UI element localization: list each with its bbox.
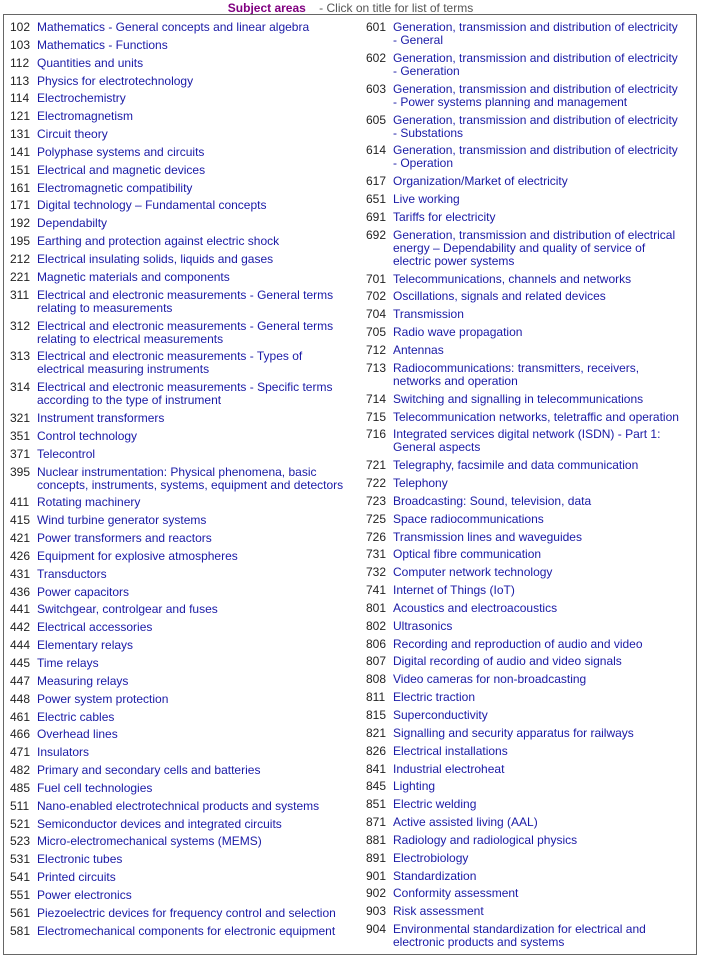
subject-area-item <box>366 144 688 170</box>
subject-area-link[interactable]: Transductors <box>37 566 107 581</box>
subject-area-link[interactable]: Superconductivity <box>393 708 488 722</box>
subject-area-link[interactable]: Printed circuits <box>37 870 116 885</box>
subject-area-link[interactable]: Telephony <box>393 476 448 491</box>
subject-area-code: 171 <box>10 198 31 213</box>
subject-area-code: 692 <box>366 227 387 242</box>
subject-area-code: 903 <box>366 904 387 919</box>
subject-area-link[interactable]: Computer network technology <box>393 565 553 580</box>
subject-area-item <box>366 923 688 949</box>
subject-areas-header <box>0 1 701 15</box>
subject-area-code: 151 <box>10 162 31 177</box>
subject-area-code: 521 <box>10 816 31 831</box>
subject-area-link[interactable]: Electric welding <box>393 797 477 812</box>
subject-area-code: 902 <box>366 886 387 901</box>
subject-area-link[interactable]: Switchgear, controlgear and fuses <box>37 602 218 617</box>
subject-area-item <box>366 362 688 388</box>
subject-area-item <box>10 693 350 706</box>
subject-area-link[interactable]: Power system protection <box>37 691 169 706</box>
subject-area-code: 112 <box>10 55 30 70</box>
subject-area-item <box>366 411 688 424</box>
subject-area-item <box>10 289 350 315</box>
subject-area-link[interactable]: Recording and reproduction of audio and video <box>393 636 643 651</box>
subject-area-item <box>10 586 350 599</box>
subject-area-link[interactable]: Nano-enabled electrotechnical products and systems <box>37 798 320 813</box>
subject-area-code: 561 <box>10 905 31 920</box>
subject-area-link[interactable]: Radio wave propagation <box>393 325 523 340</box>
subject-area-code: 617 <box>366 174 387 189</box>
subject-area-item <box>366 495 688 508</box>
subject-area-link[interactable]: Video cameras for non-broadcasting <box>393 672 587 687</box>
subject-area-code: 113 <box>10 73 30 88</box>
subject-area-code: 121 <box>10 109 31 124</box>
subject-area-link[interactable]: Electric traction <box>393 690 476 705</box>
subject-area-code: 826 <box>366 743 387 758</box>
subject-area-item <box>366 83 688 109</box>
subject-area-item <box>10 657 350 670</box>
subject-area-code: 741 <box>366 583 387 598</box>
subject-area-code: 426 <box>10 548 31 563</box>
subject-area-link[interactable]: Electrical installations <box>393 743 508 758</box>
subject-area-code: 651 <box>366 192 387 207</box>
subject-area-link[interactable]: Polyphase systems and circuits <box>37 144 205 159</box>
subject-area-link[interactable]: Standardization <box>393 868 477 883</box>
subject-area-code: 716 <box>366 427 387 442</box>
subject-area-item <box>366 816 688 829</box>
subject-area-item <box>10 271 350 284</box>
subject-area-item <box>10 39 350 52</box>
subject-area-link[interactable]: Antennas <box>393 342 444 357</box>
subject-area-item <box>10 835 350 848</box>
subject-area-code: 102 <box>10 20 31 34</box>
subject-area-code: 511 <box>10 798 30 813</box>
subject-area-code: 312 <box>10 318 31 333</box>
subject-area-code: 551 <box>10 887 31 902</box>
subject-area-link[interactable]: Mathematics - Functions <box>37 37 168 52</box>
subject-area-item <box>366 548 688 561</box>
subject-area-item <box>366 193 688 206</box>
subject-area-link[interactable]: Space radiocommunications <box>393 511 544 526</box>
subject-area-code: 421 <box>10 531 31 546</box>
subject-area-item <box>366 566 688 579</box>
subject-area-item <box>10 853 350 866</box>
subject-area-link[interactable]: Telecontrol <box>37 446 96 461</box>
subject-area-item <box>366 428 688 454</box>
subject-area-link[interactable]: Oscillations, signals and related devices <box>393 289 606 304</box>
subject-area-code: 212 <box>10 251 31 266</box>
subject-area-item <box>366 211 688 224</box>
subject-list-left-column <box>10 21 350 943</box>
subject-area-link[interactable]: Conformity assessment <box>393 886 519 901</box>
subject-area-link[interactable]: Risk assessment <box>393 904 484 919</box>
subject-area-code: 161 <box>10 180 31 195</box>
subject-area-code: 811 <box>366 690 386 705</box>
subject-area-link[interactable]: Integrated services digital network (ISDN) - Part 1: General aspects <box>393 427 661 455</box>
subject-area-item <box>10 496 350 509</box>
subject-area-code: 891 <box>366 850 387 865</box>
subject-area-item <box>10 889 350 902</box>
subject-area-link[interactable]: Electrical and electronic measurements - Specific terms according to the type of instrument <box>37 380 333 408</box>
subject-area-link[interactable]: Electrical and electronic measurements - General terms relating to measurements <box>37 287 334 315</box>
subject-area-link[interactable]: Rotating machinery <box>37 495 141 510</box>
subject-area-link[interactable]: Digital technology – Fundamental concepts <box>37 198 267 213</box>
subject-area-code: 445 <box>10 656 31 670</box>
subject-area-item <box>366 745 688 758</box>
subject-area-code: 541 <box>10 870 31 885</box>
subject-area-link[interactable]: Electromechanical components for electronic equipment <box>37 923 336 938</box>
subject-area-link[interactable]: Mathematics - General concepts and linear algebra <box>37 20 310 34</box>
subject-area-link[interactable]: Electrical and electronic measurements - Types of electrical measuring instruments <box>37 349 303 377</box>
subject-area-code: 722 <box>366 476 387 491</box>
subject-area-code: 436 <box>10 584 31 599</box>
subject-area-link[interactable]: Fuel cell technologies <box>37 780 153 795</box>
subject-area-code: 821 <box>366 725 387 740</box>
subject-area-link[interactable]: Digital recording of audio and video signals <box>393 654 622 669</box>
subject-area-link[interactable]: Electromagnetism <box>37 109 134 124</box>
subject-area-code: 845 <box>366 779 387 794</box>
subject-area-item <box>10 621 350 634</box>
subject-area-link[interactable]: Insulators <box>37 745 90 760</box>
subject-area-item <box>366 780 688 793</box>
subject-area-item <box>10 675 350 688</box>
subject-area-item <box>366 273 688 286</box>
subject-area-link[interactable]: Radiocommunications: transmitters, receivers, networks and operation <box>393 360 640 388</box>
subject-area-code: 447 <box>10 673 31 688</box>
subject-area-link[interactable]: Generation, transmission and distribution of electricity - Generation <box>393 50 678 78</box>
subject-area-code: 321 <box>10 411 31 426</box>
subject-area-item <box>366 638 688 651</box>
subject-area-link[interactable]: Tariffs for electricity <box>393 209 496 224</box>
subject-area-link[interactable]: Electrical and electronic measurements - General terms relating to electrical measurements <box>37 318 334 346</box>
subject-area-item <box>10 782 350 795</box>
subject-area-code: 411 <box>10 495 30 510</box>
instruction-text: - Click on title for list of terms <box>319 1 474 15</box>
subject-area-code: 311 <box>10 287 30 302</box>
subject-area-item <box>10 146 350 159</box>
subject-area-link[interactable]: Live working <box>393 192 460 207</box>
subject-area-link[interactable]: Organization/Market of electricity <box>393 174 568 189</box>
subject-area-code: 313 <box>10 349 31 364</box>
subject-area-item <box>10 217 350 230</box>
subject-area-item <box>366 531 688 544</box>
subject-area-code: 704 <box>366 307 387 322</box>
subject-area-code: 732 <box>366 565 387 580</box>
subject-area-link[interactable]: Telegraphy, facsimile and data communication <box>393 458 639 473</box>
subject-area-code: 725 <box>366 511 387 526</box>
subject-area-item <box>366 834 688 847</box>
subject-area-link[interactable]: Control technology <box>37 428 138 443</box>
subject-area-item <box>366 290 688 303</box>
subject-area-item <box>366 691 688 704</box>
subject-area-item <box>366 584 688 597</box>
subject-area-item <box>10 711 350 724</box>
subject-area-code: 221 <box>10 269 31 284</box>
subject-area-item <box>366 175 688 188</box>
subject-area-item <box>10 253 350 266</box>
subject-area-link[interactable]: Primary and secondary cells and batteries <box>37 763 261 778</box>
subject-area-code: 713 <box>366 360 387 375</box>
subject-area-item <box>10 350 350 376</box>
subject-area-code: 721 <box>366 458 387 473</box>
subject-area-item <box>366 620 688 633</box>
subject-area-link[interactable]: Electric cables <box>37 709 115 724</box>
subject-area-link[interactable]: Telecommunications, channels and networks <box>393 271 632 286</box>
subject-area-item <box>366 229 688 268</box>
subject-area-item <box>10 871 350 884</box>
subject-area-code: 471 <box>10 745 31 760</box>
page-title: Subject areas <box>227 1 306 15</box>
subject-area-item <box>10 75 350 88</box>
subject-area-item <box>10 746 350 759</box>
subject-area-item <box>10 430 350 443</box>
subject-area-link[interactable]: Power capacitors <box>37 584 130 599</box>
subject-area-item <box>10 514 350 527</box>
subject-area-item <box>10 412 350 425</box>
subject-area-code: 461 <box>10 709 31 724</box>
subject-area-item <box>10 21 350 34</box>
subject-area-link[interactable]: Optical fibre communication <box>393 547 542 562</box>
subject-area-link[interactable]: Generation, transmission and distribution of electricity - General <box>393 20 678 47</box>
subject-area-link[interactable]: Environmental standardization for electrical and electronic products and systems <box>393 922 646 950</box>
subject-area-item <box>10 818 350 831</box>
subject-area-link[interactable]: Internet of Things (IoT) <box>393 583 515 598</box>
subject-area-item <box>10 110 350 123</box>
subject-area-item <box>10 466 350 492</box>
subject-area-item <box>10 199 350 212</box>
subject-area-code: 351 <box>10 428 31 443</box>
subject-area-link[interactable]: Electromagnetic compatibility <box>37 180 193 195</box>
subject-area-code: 442 <box>10 620 31 635</box>
subject-area-code: 851 <box>366 797 387 812</box>
subject-area-code: 114 <box>10 91 30 106</box>
subject-area-link[interactable]: Electronic tubes <box>37 852 123 867</box>
subject-area-link[interactable]: Elementary relays <box>37 638 134 653</box>
subject-area-link[interactable]: Electrical and magnetic devices <box>37 162 206 177</box>
subject-area-link[interactable]: Generation, transmission and distribution of electrical energy – Dependability and quality of service of electric power systems <box>393 227 676 268</box>
subject-area-code: 802 <box>366 618 387 633</box>
subject-area-code: 103 <box>10 37 31 52</box>
subject-area-link[interactable]: Equipment for explosive atmospheres <box>37 548 238 563</box>
subject-area-item <box>366 905 688 918</box>
subject-area-code: 444 <box>10 638 31 653</box>
subject-area-link[interactable]: Signalling and security apparatus for railways <box>393 725 634 740</box>
subject-area-code: 431 <box>10 566 31 581</box>
subject-area-link[interactable]: Industrial electroheat <box>393 761 505 776</box>
subject-area-code: 714 <box>366 391 387 406</box>
subject-area-code: 841 <box>366 761 387 776</box>
subject-area-code: 195 <box>10 234 31 249</box>
subject-area-link[interactable]: Time relays <box>37 656 99 670</box>
subject-area-code: 602 <box>366 50 387 65</box>
subject-area-code: 482 <box>10 763 31 778</box>
subject-area-code: 141 <box>10 144 31 159</box>
subject-area-link[interactable]: Broadcasting: Sound, television, data <box>393 493 592 508</box>
subject-area-item <box>366 393 688 406</box>
subject-area-item <box>10 381 350 407</box>
subject-area-code: 466 <box>10 727 31 742</box>
subject-areas-panel <box>3 14 697 955</box>
subject-area-item <box>10 57 350 70</box>
subject-area-item <box>366 459 688 472</box>
subject-area-link[interactable]: Piezoelectric devices for frequency control and selection <box>37 905 336 920</box>
subject-area-code: 815 <box>366 708 387 722</box>
subject-area-link[interactable]: Instrument transformers <box>37 411 165 426</box>
subject-area-item <box>10 639 350 652</box>
subject-area-item <box>366 602 688 615</box>
subject-area-link[interactable]: Generation, transmission and distribution of electricity - Power systems planning and management <box>393 81 678 109</box>
subject-area-code: 523 <box>10 834 31 849</box>
subject-area-code: 395 <box>10 464 31 479</box>
subject-area-code: 723 <box>366 493 387 508</box>
subject-area-item <box>10 164 350 177</box>
subject-area-item <box>10 568 350 581</box>
subject-area-code: 603 <box>366 81 387 96</box>
subject-area-code: 531 <box>10 852 31 867</box>
subject-area-code: 806 <box>366 636 387 651</box>
subject-area-code: 485 <box>10 780 31 795</box>
subject-area-link[interactable]: Magnetic materials and components <box>37 269 230 284</box>
subject-area-link[interactable]: Nuclear instrumentation: Physical phenomena, basic concepts, instruments, systems, equipment and detectors <box>37 464 344 492</box>
subject-area-link[interactable]: Telecommunication networks, teletraffic and operation <box>393 409 679 424</box>
subject-area-link[interactable]: Transmission lines and waveguides <box>393 529 582 544</box>
subject-area-link[interactable]: Power electronics <box>37 887 132 902</box>
subject-area-code: 441 <box>10 602 31 617</box>
subject-area-code: 726 <box>366 529 387 544</box>
subject-area-link[interactable]: Semiconductor devices and integrated circuits <box>37 816 282 831</box>
subject-area-link[interactable]: Quantities and units <box>37 55 144 70</box>
subject-area-item <box>10 182 350 195</box>
subject-area-code: 601 <box>366 20 387 34</box>
subject-area-link[interactable]: Radiology and radiological physics <box>393 832 578 847</box>
subject-area-item <box>366 870 688 883</box>
subject-area-item <box>366 477 688 490</box>
subject-area-item <box>366 655 688 668</box>
subject-area-item <box>10 800 350 813</box>
subject-area-item <box>366 763 688 776</box>
subject-area-link[interactable]: Generation, transmission and distribution of electricity - Substations <box>393 112 678 140</box>
subject-area-code: 448 <box>10 691 31 706</box>
subject-area-item <box>10 764 350 777</box>
subject-area-item <box>366 727 688 740</box>
subject-area-item <box>366 852 688 865</box>
subject-area-code: 712 <box>366 342 387 357</box>
subject-area-code: 701 <box>366 271 387 286</box>
subject-area-code: 581 <box>10 923 31 938</box>
subject-area-code: 702 <box>366 289 387 304</box>
subject-area-link[interactable]: Active assisted living (AAL) <box>393 815 538 830</box>
subject-area-code: 881 <box>366 832 387 847</box>
subject-list-right-column <box>366 21 688 954</box>
subject-area-link[interactable]: Power transformers and reactors <box>37 531 212 546</box>
subject-area-link[interactable]: Electrical accessories <box>37 620 153 635</box>
subject-area-item <box>366 673 688 686</box>
subject-area-code: 808 <box>366 672 387 687</box>
subject-area-item <box>10 128 350 141</box>
subject-area-link[interactable]: Electrobiology <box>393 850 469 865</box>
subject-area-link[interactable]: Electrical insulating solids, liquids and gases <box>37 251 274 266</box>
subject-area-item <box>10 550 350 563</box>
subject-area-item <box>10 728 350 741</box>
subject-area-code: 705 <box>366 325 387 340</box>
subject-area-code: 715 <box>366 409 387 424</box>
subject-area-item <box>366 21 688 47</box>
subject-area-item <box>366 513 688 526</box>
subject-area-link[interactable]: Acoustics and electroacoustics <box>393 600 558 615</box>
subject-area-item <box>366 887 688 900</box>
subject-area-item <box>10 907 350 920</box>
subject-area-code: 192 <box>10 216 31 231</box>
subject-area-code: 614 <box>366 143 387 158</box>
subject-area-code: 871 <box>366 815 387 830</box>
subject-area-link[interactable]: Earthing and protection against electric shock <box>37 234 280 249</box>
subject-area-link[interactable]: Transmission <box>393 307 464 322</box>
subject-area-code: 691 <box>366 209 387 224</box>
subject-area-link[interactable]: Measuring relays <box>37 673 129 688</box>
subject-area-code: 371 <box>10 446 31 461</box>
subject-area-item <box>366 326 688 339</box>
subject-area-link[interactable]: Overhead lines <box>37 727 118 742</box>
subject-area-item <box>10 925 350 938</box>
subject-area-link[interactable]: Lighting <box>393 779 436 794</box>
subject-area-link[interactable]: Micro-electromechanical systems (MEMS) <box>37 834 262 849</box>
subject-area-item <box>10 320 350 346</box>
subject-area-link[interactable]: Generation, transmission and distribution of electricity - Operation <box>393 143 678 171</box>
subject-area-link[interactable]: Dependabilty <box>37 216 108 231</box>
subject-area-item <box>366 114 688 140</box>
subject-area-item <box>366 52 688 78</box>
subject-area-item <box>366 798 688 811</box>
subject-area-link[interactable]: Circuit theory <box>37 127 108 142</box>
subject-area-item <box>10 448 350 461</box>
subject-area-item <box>10 603 350 616</box>
subject-area-link[interactable]: Wind turbine generator systems <box>37 513 207 528</box>
subject-area-code: 731 <box>366 547 387 562</box>
subject-area-code: 605 <box>366 112 387 127</box>
subject-area-code: 904 <box>366 922 387 937</box>
subject-area-link[interactable]: Electrochemistry <box>37 91 126 106</box>
subject-area-item <box>366 308 688 321</box>
subject-area-code: 801 <box>366 600 387 615</box>
subject-area-code: 415 <box>10 513 31 528</box>
subject-area-item <box>10 92 350 105</box>
subject-area-code: 314 <box>10 380 31 395</box>
subject-area-item <box>366 709 688 722</box>
subject-area-code: 807 <box>366 654 387 669</box>
subject-area-link[interactable]: Ultrasonics <box>393 618 453 633</box>
subject-area-item <box>366 344 688 357</box>
subject-area-link[interactable]: Switching and signalling in telecommunications <box>393 391 644 406</box>
subject-area-item <box>10 532 350 545</box>
subject-area-code: 131 <box>10 127 31 142</box>
subject-area-link[interactable]: Physics for electrotechnology <box>37 73 194 88</box>
subject-area-item <box>10 235 350 248</box>
subject-area-code: 901 <box>366 868 387 883</box>
